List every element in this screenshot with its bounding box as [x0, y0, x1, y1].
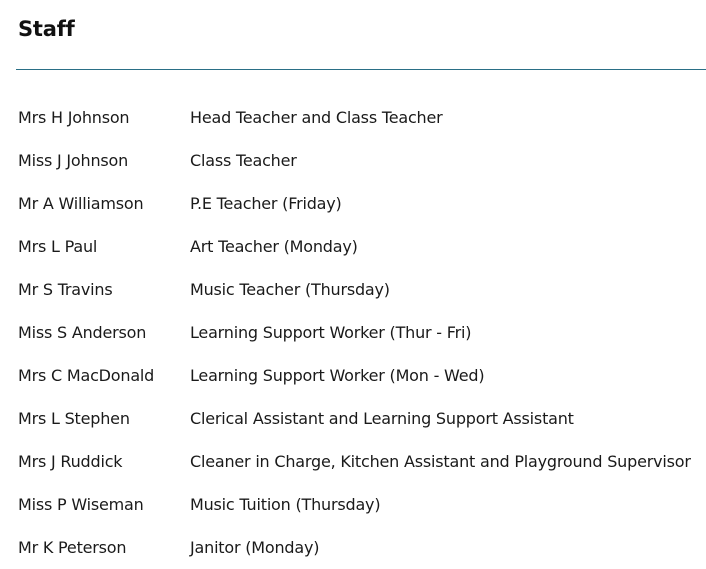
staff-row: [18, 268, 691, 311]
staff-row: [18, 311, 691, 354]
staff-name: Mr S Travins: [18, 280, 113, 299]
staff-name: Mr A Williamson: [18, 194, 144, 213]
staff-row: [18, 526, 691, 569]
staff-name: Miss S Anderson: [18, 323, 147, 342]
staff-row: [18, 139, 691, 182]
staff-row: [18, 354, 691, 397]
staff-role: Learning Support Worker (Thur - Fri): [190, 323, 472, 342]
staff-name: Mrs J Ruddick: [18, 452, 123, 471]
staff-role: P.E Teacher (Friday): [190, 194, 342, 213]
staff-name: Miss J Johnson: [18, 151, 129, 170]
staff-name: Mr K Peterson: [18, 538, 127, 557]
staff-role: Janitor (Monday): [190, 538, 320, 557]
staff-name: Miss P Wiseman: [18, 495, 144, 514]
staff-row: [18, 397, 691, 440]
staff-role: Cleaner in Charge, Kitchen Assistant and Playground Supervisor: [190, 452, 691, 471]
staff-name: Mrs C MacDonald: [18, 366, 155, 385]
staff-row: [18, 96, 691, 139]
staff-role: Class Teacher: [190, 151, 297, 170]
staff-role: Music Tuition (Thursday): [190, 495, 381, 514]
staff-name: Mrs L Stephen: [18, 409, 130, 428]
staff-name: Mrs H Johnson: [18, 108, 130, 127]
staff-role: Learning Support Worker (Mon - Wed): [190, 366, 485, 385]
staff-row: [18, 182, 691, 225]
staff-row: [18, 440, 691, 483]
staff-role: Music Teacher (Thursday): [190, 280, 390, 299]
heading-divider: [16, 69, 706, 70]
page-title: Staff: [18, 17, 75, 41]
staff-name: Mrs L Paul: [18, 237, 98, 256]
staff-role: Head Teacher and Class Teacher: [190, 108, 443, 127]
staff-row: [18, 483, 691, 526]
staff-role: Clerical Assistant and Learning Support Assistant: [190, 409, 574, 428]
staff-list: [18, 96, 691, 569]
staff-row: [18, 225, 691, 268]
staff-role: Art Teacher (Monday): [190, 237, 358, 256]
